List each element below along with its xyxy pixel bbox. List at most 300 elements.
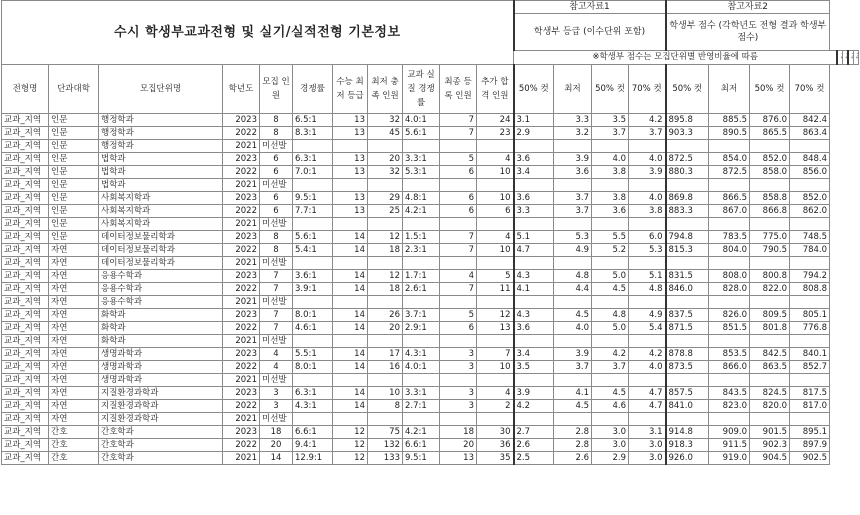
table-cell: 24 — [477, 114, 514, 127]
table-cell: 865.5 — [750, 127, 790, 140]
table-cell: 생명과학과 — [99, 374, 223, 387]
table-cell: 3.2 — [554, 127, 592, 140]
table-cell — [403, 179, 440, 192]
table-cell: 미선발 — [260, 296, 293, 309]
table-cell: 2023 — [223, 309, 260, 322]
table-cell — [368, 257, 403, 270]
table-cell — [666, 413, 709, 426]
table-cell: 3.8 — [592, 192, 629, 205]
table-cell: 13 — [333, 127, 368, 140]
table-cell: 902.3 — [750, 439, 790, 452]
table-cell: 교과_지역 — [2, 322, 49, 335]
table-cell — [592, 413, 629, 426]
table-cell: 12 — [333, 439, 368, 452]
column-header: 단과대학 — [49, 65, 99, 114]
table-cell: 858.8 — [750, 192, 790, 205]
table-cell: 6 — [260, 166, 293, 179]
table-cell: 4 — [260, 361, 293, 374]
table-cell — [333, 257, 368, 270]
table-cell: 3.6 — [554, 166, 592, 179]
table-cell: 872.5 — [709, 166, 750, 179]
table-cell — [750, 296, 790, 309]
table-cell: 인문 — [49, 140, 99, 153]
table-cell: 817.0 — [790, 400, 830, 413]
table-cell: 866.8 — [750, 205, 790, 218]
column-header: 최저 — [709, 65, 750, 114]
table-cell: 5.1 — [514, 231, 554, 244]
table-cell: 885.5 — [709, 114, 750, 127]
table-cell: 4.0 — [592, 153, 629, 166]
table-cell: 4.6 — [592, 400, 629, 413]
column-header: 학년도 — [223, 65, 260, 114]
table-cell: 교과_지역 — [2, 140, 49, 153]
table-cell: 5 — [440, 309, 477, 322]
table-cell: 자연 — [49, 296, 99, 309]
table-cell: 2.9:1 — [403, 322, 440, 335]
table-cell: 2023 — [223, 192, 260, 205]
table-row — [2, 400, 859, 413]
table-cell: 인문 — [49, 166, 99, 179]
table-cell: 784.0 — [790, 244, 830, 257]
table-cell: 3.9 — [554, 153, 592, 166]
table-row — [2, 283, 859, 296]
table-cell: 4.3 — [514, 309, 554, 322]
table-cell — [666, 296, 709, 309]
table-cell: 895.1 — [790, 426, 830, 439]
table-cell — [790, 218, 830, 231]
table-cell: 3.7 — [554, 361, 592, 374]
table-cell: 4 — [477, 231, 514, 244]
table-row — [2, 166, 859, 179]
table-cell: 4.2 — [629, 114, 666, 127]
table-cell — [750, 140, 790, 153]
table-cell: 미선발 — [260, 140, 293, 153]
ref2-subtitle: 학생부 점수 (각학년도 전형 결과 학생부 점수) — [666, 14, 830, 51]
table-cell: 5.3 — [554, 231, 592, 244]
table-cell: 14 — [333, 387, 368, 400]
table-cell: 911.5 — [709, 439, 750, 452]
table-cell: 1.5:1 — [403, 231, 440, 244]
table-cell — [333, 335, 368, 348]
table-cell: 4.8 — [554, 270, 592, 283]
table-cell: 3.7:1 — [403, 309, 440, 322]
table-cell: 2.8 — [554, 426, 592, 439]
table-cell: 775.0 — [750, 231, 790, 244]
table-cell: 4.8 — [629, 283, 666, 296]
table-cell — [790, 296, 830, 309]
table-cell: 2.6 — [554, 452, 592, 465]
table-cell: 8 — [260, 114, 293, 127]
table-cell: 인문 — [49, 231, 99, 244]
table-cell — [790, 140, 830, 153]
table-cell: 880.3 — [666, 166, 709, 179]
table-cell: 자연 — [49, 413, 99, 426]
table-cell: 4.7 — [629, 400, 666, 413]
ref1-label: 참고자료1 — [514, 1, 666, 14]
table-cell — [629, 335, 666, 348]
table-cell — [592, 257, 629, 270]
table-cell: 817.5 — [790, 387, 830, 400]
table-cell — [629, 140, 666, 153]
page-title: 수시 학생부교과전형 및 실기/실적전형 기본정보 — [2, 1, 514, 65]
table-cell: 지질환경과학과 — [99, 413, 223, 426]
table-cell: 2.5 — [514, 452, 554, 465]
table-cell — [790, 374, 830, 387]
table-cell — [666, 335, 709, 348]
table-cell: 914.8 — [666, 426, 709, 439]
table-cell — [592, 218, 629, 231]
table-cell — [750, 257, 790, 270]
table-cell: 4.3 — [514, 270, 554, 283]
table-cell: 4 — [260, 348, 293, 361]
table-cell: 인문 — [49, 179, 99, 192]
table-cell: 인문 — [49, 218, 99, 231]
table-cell: 3 — [440, 387, 477, 400]
table-cell: 교과_지역 — [2, 296, 49, 309]
table-cell — [368, 140, 403, 153]
table-row — [2, 192, 859, 205]
table-cell: 133 — [368, 452, 403, 465]
table-cell: 7 — [440, 244, 477, 257]
table-cell: 2021 — [223, 179, 260, 192]
table-cell: 837.5 — [666, 309, 709, 322]
table-cell: 교과_지역 — [2, 270, 49, 283]
table-cell — [440, 374, 477, 387]
table-cell: 856.0 — [790, 166, 830, 179]
table-cell: 808.0 — [709, 270, 750, 283]
table-cell — [709, 413, 750, 426]
table-cell — [440, 296, 477, 309]
table-cell: 교과_지역 — [2, 127, 49, 140]
table-cell: 10 — [368, 387, 403, 400]
table-row — [2, 309, 859, 322]
table-cell: 생명과학과 — [99, 361, 223, 374]
table-cell — [333, 374, 368, 387]
table-cell: 6 — [260, 205, 293, 218]
table-cell: 18 — [260, 426, 293, 439]
table-cell — [368, 179, 403, 192]
table-cell: 8.0:1 — [293, 309, 333, 322]
table-cell — [554, 257, 592, 270]
table-cell: 6.6:1 — [403, 439, 440, 452]
table-row — [2, 218, 859, 231]
table-cell: 14 — [260, 452, 293, 465]
table-cell: 교과_지역 — [2, 179, 49, 192]
table-cell: 6.5:1 — [293, 114, 333, 127]
table-cell: 848.4 — [790, 153, 830, 166]
table-cell — [554, 335, 592, 348]
table-cell — [709, 296, 750, 309]
table-cell — [440, 140, 477, 153]
table-cell: 간호 — [49, 452, 99, 465]
table-cell: 30 — [477, 426, 514, 439]
table-cell — [790, 179, 830, 192]
table-cell: 6 — [440, 205, 477, 218]
table-cell: 8.3:1 — [293, 127, 333, 140]
table-cell — [333, 296, 368, 309]
table-cell — [368, 374, 403, 387]
table-cell: 4.8 — [592, 309, 629, 322]
table-cell — [293, 335, 333, 348]
table-cell: 29 — [368, 192, 403, 205]
table-cell: 2.7:1 — [403, 400, 440, 413]
table-cell: 902.5 — [790, 452, 830, 465]
table-cell: 자연 — [49, 335, 99, 348]
table-cell: 자연 — [49, 348, 99, 361]
table-cell — [368, 335, 403, 348]
table-cell — [629, 296, 666, 309]
table-cell: 14 — [333, 231, 368, 244]
table-cell: 871.5 — [666, 322, 709, 335]
table-cell: 4 — [477, 153, 514, 166]
table-cell: 3.1 — [629, 426, 666, 439]
table-row — [2, 335, 859, 348]
table-cell: 5.5:1 — [293, 348, 333, 361]
table-row — [2, 452, 859, 465]
table-cell: 5.5 — [592, 231, 629, 244]
table-cell: 5.3:1 — [403, 166, 440, 179]
table-cell: 13 — [333, 205, 368, 218]
table-cell: 5.3 — [629, 244, 666, 257]
table-cell — [592, 374, 629, 387]
table-row — [2, 257, 859, 270]
table-cell: 미선발 — [260, 257, 293, 270]
column-header: 50% 컷 — [514, 65, 554, 114]
table-cell: 8 — [368, 400, 403, 413]
score-note: ※학생부 점수는 모집단위별 반영비율에 따름 — [514, 51, 838, 65]
table-cell: 2023 — [223, 348, 260, 361]
table-cell — [750, 335, 790, 348]
table-cell — [790, 257, 830, 270]
table-cell — [514, 257, 554, 270]
table-cell: 4.3:1 — [293, 400, 333, 413]
table-cell — [477, 218, 514, 231]
table-cell: 4.5 — [592, 283, 629, 296]
table-cell: 857.5 — [666, 387, 709, 400]
table-cell: 826.0 — [709, 309, 750, 322]
column-header: 모집단위명 — [99, 65, 223, 114]
table-cell: 14 — [333, 348, 368, 361]
table-cell: 13 — [333, 166, 368, 179]
table-cell: 45 — [368, 127, 403, 140]
table-cell: 3.5 — [514, 361, 554, 374]
table-cell — [293, 413, 333, 426]
table-cell: 4.9 — [554, 244, 592, 257]
table-cell: 교과_지역 — [2, 205, 49, 218]
table-cell: 869.8 — [666, 192, 709, 205]
column-header: 최종 등록 인원 — [440, 65, 477, 114]
table-cell: 804.0 — [709, 244, 750, 257]
table-cell: 4.9 — [629, 309, 666, 322]
table-cell: 2021 — [223, 218, 260, 231]
table-cell: 132 — [368, 439, 403, 452]
table-cell: 화학과 — [99, 309, 223, 322]
column-header: 50% 컷 — [592, 65, 629, 114]
table-cell: 1.7:1 — [403, 270, 440, 283]
table-cell: 자연 — [49, 270, 99, 283]
table-cell: 872.5 — [666, 153, 709, 166]
table-cell: 904.5 — [750, 452, 790, 465]
table-cell: 13 — [333, 153, 368, 166]
table-cell: 4.1 — [514, 283, 554, 296]
table-cell: 7 — [260, 283, 293, 296]
admissions-table — [1, 0, 859, 465]
table-cell: 32 — [368, 166, 403, 179]
table-cell — [666, 179, 709, 192]
table-cell: 5.6:1 — [293, 231, 333, 244]
table-cell: 사회복지학과 — [99, 205, 223, 218]
table-cell — [440, 257, 477, 270]
table-cell — [477, 140, 514, 153]
table-cell: 교과_지역 — [2, 387, 49, 400]
table-cell — [709, 374, 750, 387]
table-cell: 2022 — [223, 205, 260, 218]
table-cell: 862.0 — [790, 205, 830, 218]
table-cell: 846.0 — [666, 283, 709, 296]
table-cell: 6 — [440, 166, 477, 179]
table-cell: 14 — [333, 400, 368, 413]
table-cell: 852.7 — [790, 361, 830, 374]
table-cell: 5 — [440, 153, 477, 166]
table-cell: 간호 — [49, 426, 99, 439]
table-cell: 5.6:1 — [403, 127, 440, 140]
table-cell — [629, 413, 666, 426]
table-cell: 5.4 — [629, 322, 666, 335]
table-cell — [333, 413, 368, 426]
table-cell: 6 — [440, 322, 477, 335]
column-header: 최저 — [554, 65, 592, 114]
table-cell: 6 — [440, 192, 477, 205]
table-cell: 간호학과 — [99, 426, 223, 439]
table-cell: 3.0 — [592, 439, 629, 452]
table-row — [2, 140, 859, 153]
table-cell: 교과_지역 — [2, 309, 49, 322]
table-cell: 6 — [260, 153, 293, 166]
table-cell: 14 — [333, 322, 368, 335]
table-cell: 4.0 — [554, 322, 592, 335]
table-cell — [592, 335, 629, 348]
table-cell: 3.0 — [629, 439, 666, 452]
column-header: 70% 컷 — [629, 65, 666, 114]
table-cell — [368, 218, 403, 231]
table-cell: 901.5 — [750, 426, 790, 439]
table-cell: 데이터정보물리학과 — [99, 257, 223, 270]
table-cell: 7.0:1 — [293, 166, 333, 179]
table-cell: 3.6 — [514, 322, 554, 335]
table-cell: 2021 — [223, 140, 260, 153]
table-row — [2, 387, 859, 400]
table-cell: 823.0 — [709, 400, 750, 413]
table-cell: 교과_지역 — [2, 283, 49, 296]
table-cell: 사회복지학과 — [99, 218, 223, 231]
table-cell: 815.3 — [666, 244, 709, 257]
table-row — [2, 296, 859, 309]
table-cell — [666, 218, 709, 231]
table-cell: 자연 — [49, 400, 99, 413]
table-cell: 805.1 — [790, 309, 830, 322]
table-cell — [629, 179, 666, 192]
table-cell: 14 — [333, 270, 368, 283]
table-cell: 20 — [368, 322, 403, 335]
table-cell: 2022 — [223, 166, 260, 179]
table-cell: 3.3 — [514, 205, 554, 218]
table-cell: 20 — [260, 439, 293, 452]
table-cell: 895.8 — [666, 114, 709, 127]
table-cell: 75 — [368, 426, 403, 439]
table-cell: 4 — [477, 387, 514, 400]
table-cell — [514, 335, 554, 348]
table-cell: 교과_지역 — [2, 257, 49, 270]
table-cell: 2022 — [223, 283, 260, 296]
table-cell: 4.5 — [554, 400, 592, 413]
table-cell — [477, 257, 514, 270]
table-cell: 794.2 — [790, 270, 830, 283]
table-cell: 7 — [260, 270, 293, 283]
table-cell: 12 — [333, 452, 368, 465]
table-cell: 2023 — [223, 426, 260, 439]
table-cell — [514, 218, 554, 231]
table-cell — [514, 296, 554, 309]
table-cell: 2022 — [223, 439, 260, 452]
column-header: 추가 합격 인원 — [477, 65, 514, 114]
table-cell: 926.0 — [666, 452, 709, 465]
table-cell: 7 — [440, 231, 477, 244]
table-cell: 783.5 — [709, 231, 750, 244]
table-cell — [629, 257, 666, 270]
table-cell: 교과_지역 — [2, 400, 49, 413]
table-cell: 3.7 — [629, 127, 666, 140]
table-cell: 20 — [440, 439, 477, 452]
ref2-label: 참고자료2 — [666, 1, 830, 14]
table-cell: 인문 — [49, 153, 99, 166]
table-cell: 데이터정보물리학과 — [99, 231, 223, 244]
table-cell: 생명과학과 — [99, 348, 223, 361]
table-cell: 인문 — [49, 205, 99, 218]
table-cell: 5.4:1 — [293, 244, 333, 257]
table-cell — [514, 374, 554, 387]
table-cell — [666, 140, 709, 153]
table-cell — [403, 374, 440, 387]
table-cell: 6 — [477, 205, 514, 218]
table-cell — [403, 257, 440, 270]
table-cell — [592, 179, 629, 192]
table-cell — [293, 374, 333, 387]
table-cell: 법학과 — [99, 153, 223, 166]
table-row — [2, 114, 859, 127]
table-cell — [440, 179, 477, 192]
table-cell: 11 — [477, 283, 514, 296]
table-cell: 3 — [440, 361, 477, 374]
table-cell — [403, 296, 440, 309]
table-cell: 자연 — [49, 244, 99, 257]
table-cell: 2022 — [223, 361, 260, 374]
table-cell — [554, 179, 592, 192]
table-cell: 13 — [440, 452, 477, 465]
table-cell — [514, 179, 554, 192]
table-cell — [709, 179, 750, 192]
table-cell: 2.6:1 — [403, 283, 440, 296]
table-cell: 사회복지학과 — [99, 192, 223, 205]
table-cell: 801.8 — [750, 322, 790, 335]
table-cell — [790, 335, 830, 348]
table-cell: 교과_지역 — [2, 413, 49, 426]
table-cell: 자연 — [49, 387, 99, 400]
table-cell: 4.7 — [514, 244, 554, 257]
table-cell — [293, 257, 333, 270]
table-cell: 행정학과 — [99, 140, 223, 153]
table-cell: 간호학과 — [99, 439, 223, 452]
table-cell: 화학과 — [99, 322, 223, 335]
